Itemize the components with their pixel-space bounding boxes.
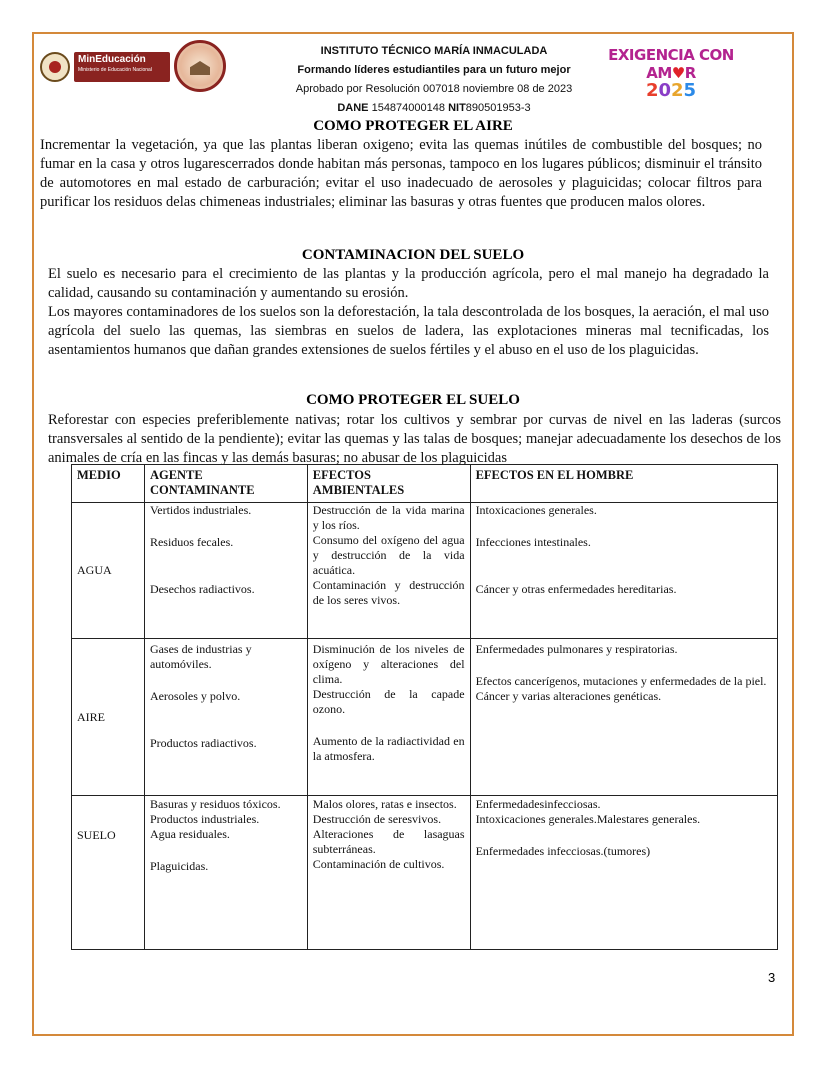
- efecto-ambiental-item: Alteraciones de lasaguas subterráneas.: [312, 827, 465, 856]
- medio-suelo: SUELO: [72, 796, 145, 950]
- efecto-hombre-item: Efectos cancerígenos, mutaciones y enfermedades de la piel.: [475, 674, 767, 688]
- efecto-ambiental-item: Disminución de los niveles de oxígeno y alteraciones del clima.: [312, 642, 465, 686]
- section-title-proteger-suelo: COMO PROTEGER EL SUELO: [306, 392, 520, 408]
- efecto-hombre-item: Enfermedadesinfecciosas.: [475, 797, 601, 811]
- efecto-hombre-item: Enfermedades infecciosas.(tumores): [475, 844, 651, 858]
- institution-motto: Formando líderes estudiantiles para un futuro mejor: [297, 64, 571, 76]
- dane-nit-line: DANE 154874000148 NIT890501953-3: [337, 102, 531, 114]
- institution-logo-icon: [174, 40, 226, 92]
- section-title-aire: COMO PROTEGER EL AIRE: [313, 118, 513, 134]
- page-header: [34, 34, 792, 114]
- header-text: [224, 42, 644, 118]
- approval-line: Aprobado por Resolución 007018 noviembre 08 de 2023: [295, 83, 573, 95]
- paragraph-suelo-1: El suelo es necesario para el crecimiento de las plantas y la producción agrícola, pero el mal manejo ha degradado la calidad, causando su contaminación y aumentando su erosión.: [48, 266, 769, 301]
- paragraph-aire: Incrementar la vegetación, ya que las plantas liberan oxigeno; evita las quemas inútiles de combustible del bosques; no fumar en la casa y otros lugarescerrados donde habitan más personas, tampoco en los lugares públicos; disminuir el tránsito de automotores en mal estado de carburación; evitar el uso inadecuado de aerosoles y plaguicidas; colocar filtros para purificar los residuos delas chimeneas industriales; eliminar las basuras y otras fuentes que producen malos olores.: [40, 137, 762, 210]
- efecto-ambiental-item: Aumento de la radiactividad en la atmosfera.: [312, 734, 465, 763]
- min-title: MinEducación: [78, 54, 146, 65]
- agente-item: Productos radiactivos.: [149, 736, 257, 750]
- efecto-ambiental-item: Consumo del oxígeno del agua y destrucción de la vida acuática.: [312, 533, 465, 577]
- paragraph-suelo-2: Los mayores contaminadores de los suelos son la deforestación, la tala descontrolada de los bosques, la aeración, el mal uso agrícola del suelo las quemas, las siembras en suelos de ladera, las explotaciones mineras mal tecnificadas, los asentamientos humanos que dañan grandes extensiones de suelos fértiles y el abuso en el uso de los plaguicidas.: [48, 304, 769, 358]
- page-number: 3: [768, 970, 776, 985]
- efecto-hombre-item: Cáncer y otras enfermedades hereditarias.: [475, 582, 677, 596]
- efecto-ambiental-item: Contaminación de cultivos.: [312, 857, 445, 871]
- efecto-hombre-item: Cáncer y varias alteraciones genéticas.: [475, 689, 662, 703]
- efecto-ambiental-item: Malos olores, ratas e insectos.: [312, 797, 457, 811]
- table-row-agua: [72, 503, 778, 639]
- header-efectos-ambientales: EFECTOS AMBIENTALES: [307, 465, 470, 503]
- efecto-hombre-item: Intoxicaciones generales.Malestares generales.: [475, 812, 701, 826]
- section-title-contaminacion-suelo: CONTAMINACION DEL SUELO: [301, 247, 525, 263]
- institution-name: INSTITUTO TÉCNICO MARÍA INMACULADA: [320, 45, 548, 57]
- slogan-logo: EXIGENCIA CON AM♥R 2025: [608, 46, 734, 101]
- medio-aire: AIRE: [72, 639, 145, 796]
- medio-agua: AGUA: [72, 503, 145, 639]
- table-row-suelo: [72, 796, 778, 950]
- agente-item: Basuras y residuos tóxicos.: [149, 797, 281, 811]
- efecto-ambiental-item: Destrucción de seresvivos.: [312, 812, 442, 826]
- efecto-ambiental-item: Destrucción de la capade ozono.: [312, 687, 465, 716]
- efecto-ambiental-item: Destrucción de la vida marina y los ríos.: [312, 503, 465, 532]
- header-agente: AGENTE CONTAMINANTE: [144, 465, 307, 503]
- table-header-row: [72, 465, 778, 503]
- efecto-hombre-item: Enfermedades pulmonares y respiratorias.: [475, 642, 678, 656]
- agente-item: Aerosoles y polvo.: [149, 689, 241, 703]
- efecto-hombre-item: Intoxicaciones generales.: [475, 503, 597, 517]
- table-row-aire: [72, 639, 778, 796]
- agente-item: Vertidos industriales.: [149, 503, 252, 517]
- slogan-year: 2025: [645, 80, 697, 101]
- paragraph-proteger-suelo: Reforestar con especies preferiblemente nativas; rotar los cultivos y sembrar por curvas de nivel en las laderas (surcos transversales al sentido de la pendiente); evitar las quemas y las talas de bosques; manejar adecuadamente los desechos de los animales de cría en las fincas y las demás basuras; no abusar de los plaguicidas: [48, 412, 781, 466]
- agente-item: Gases de industrias y automóviles.: [149, 642, 252, 671]
- slogan-text: EXIGENCIA CON AM: [608, 46, 734, 82]
- agente-item: Plaguicidas.: [149, 859, 209, 873]
- efecto-hombre-item: Infecciones intestinales.: [475, 535, 591, 549]
- agente-item: Agua residuales.: [149, 827, 230, 841]
- efecto-ambiental-item: Contaminación y destrucción de los seres vivos.: [312, 578, 465, 607]
- agente-item: Productos industriales.: [149, 812, 260, 826]
- min-subtitle: Ministerio de Educación Nacional: [78, 67, 152, 73]
- agente-item: Desechos radiactivos.: [149, 582, 255, 596]
- colombia-seal-icon: [40, 52, 70, 82]
- header-medio: MEDIO: [72, 465, 145, 503]
- header-efectos-hombre: EFECTOS EN EL HOMBRE: [470, 465, 777, 503]
- heart-icon: ♥: [671, 64, 685, 82]
- contamination-table: [71, 464, 778, 950]
- agente-item: Residuos fecales.: [149, 535, 234, 549]
- mineducacion-logo: [40, 50, 172, 84]
